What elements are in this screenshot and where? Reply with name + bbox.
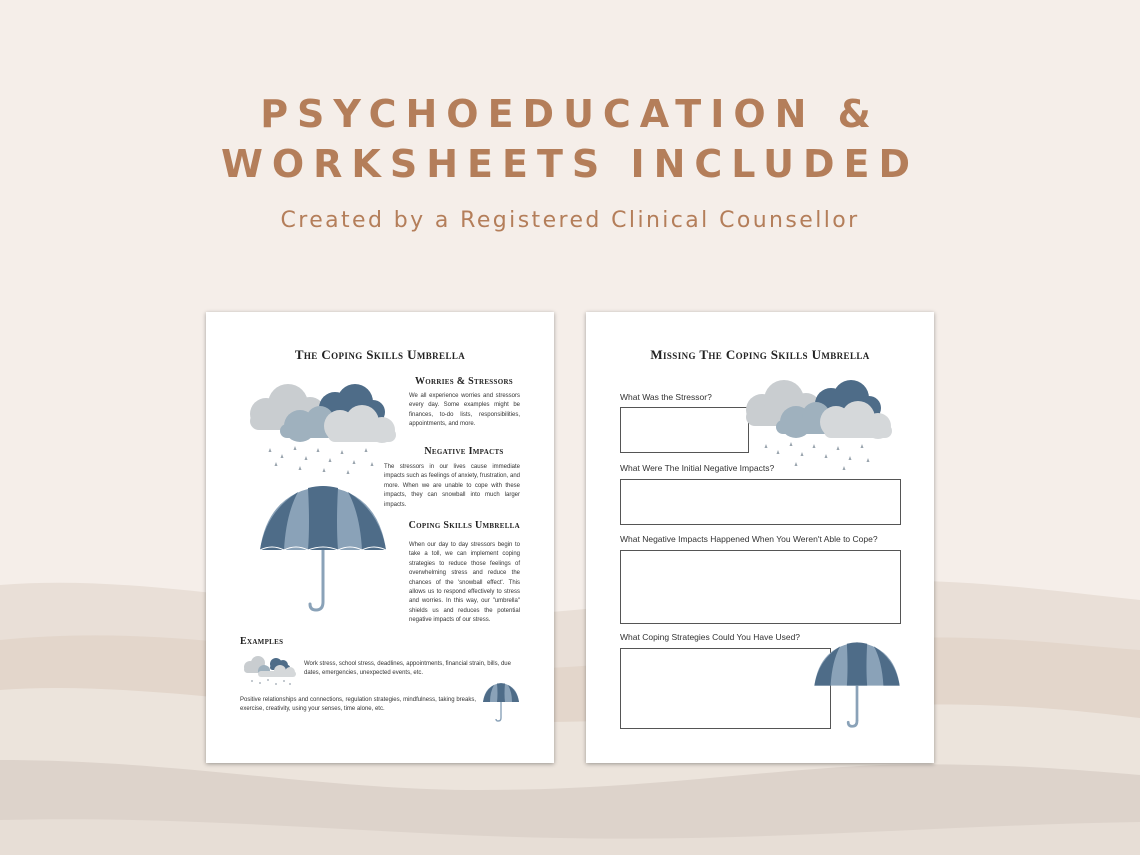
rain-cloud-icon [240,382,402,474]
small-rain-cloud-icon [240,655,298,687]
small-umbrella-icon [482,682,520,722]
answer-box-stressor[interactable] [620,407,749,453]
subtitle: Created by a Registered Clinical Counsellor [280,208,860,233]
left-page-title: The Coping Skills Umbrella [294,347,466,362]
question-initial-impacts: What Were The Initial Negative Impacts? [620,463,775,473]
headline-line-2: WORKSHEETS INCLUDED [220,142,920,186]
answer-box-initial-impacts[interactable] [620,479,901,525]
examples-heading: Examples [240,636,284,647]
umbrella-icon [258,484,388,614]
right-worksheet-page [586,312,934,763]
section-text-negative-impacts: The stressors in our lives cause immediate impacts such as feelings of anxiety, frustration, and more. When we are unable to cope with these impacts, they can snowball into much larger impacts. [384,464,520,508]
answer-box-unable-to-cope[interactable] [620,550,901,624]
question-coping-strategies: What Coping Strategies Could You Have Used? [620,632,801,642]
answer-box-coping-strategies[interactable] [620,648,831,729]
section-text-worries: We all experience worries and stressors every day. Some examples might be finances, to-do lists, responsibilities, appointments, and more. [409,393,520,428]
section-heading-worries: Worries & Stressors [414,376,513,387]
umbrella-icon [813,641,901,729]
question-unable-to-cope: What Negative Impacts Happened When You Weren't Able to Cope? [620,534,878,544]
examples-coping-text: Positive relationships and connections, regulation strategies, mindfulness, taking breaks, exercise, creativity, using your senses, time alone, etc. [240,697,476,713]
section-text-coping-umbrella: When our day to day stressors begin to take a toll, we can implement coping strategies to reduce those feelings of overwhelming stress and reduce the chances of the 'snowball effect'. This allows us to respond effectively to stress and worries. In this way, our "umbrella" shields us and reduces the potential negative impacts of our stress. [409,542,520,624]
question-stressor: What Was the Stressor? [620,392,712,402]
rain-cloud-icon [734,378,900,470]
headline-line-1: PSYCHOEDUCATION & [260,92,880,136]
right-page-title: Missing The Coping Skills Umbrella [650,347,870,362]
examples-stressors-text: Work stress, school stress, deadlines, appointments, financial strain, bills, due dates, emergencies, unexpected events, etc. [304,661,511,677]
left-worksheet-page [206,312,554,763]
section-heading-negative-impacts: Negative Impacts [424,446,504,457]
section-heading-coping-umbrella: Coping Skills Umbrella [408,520,520,531]
